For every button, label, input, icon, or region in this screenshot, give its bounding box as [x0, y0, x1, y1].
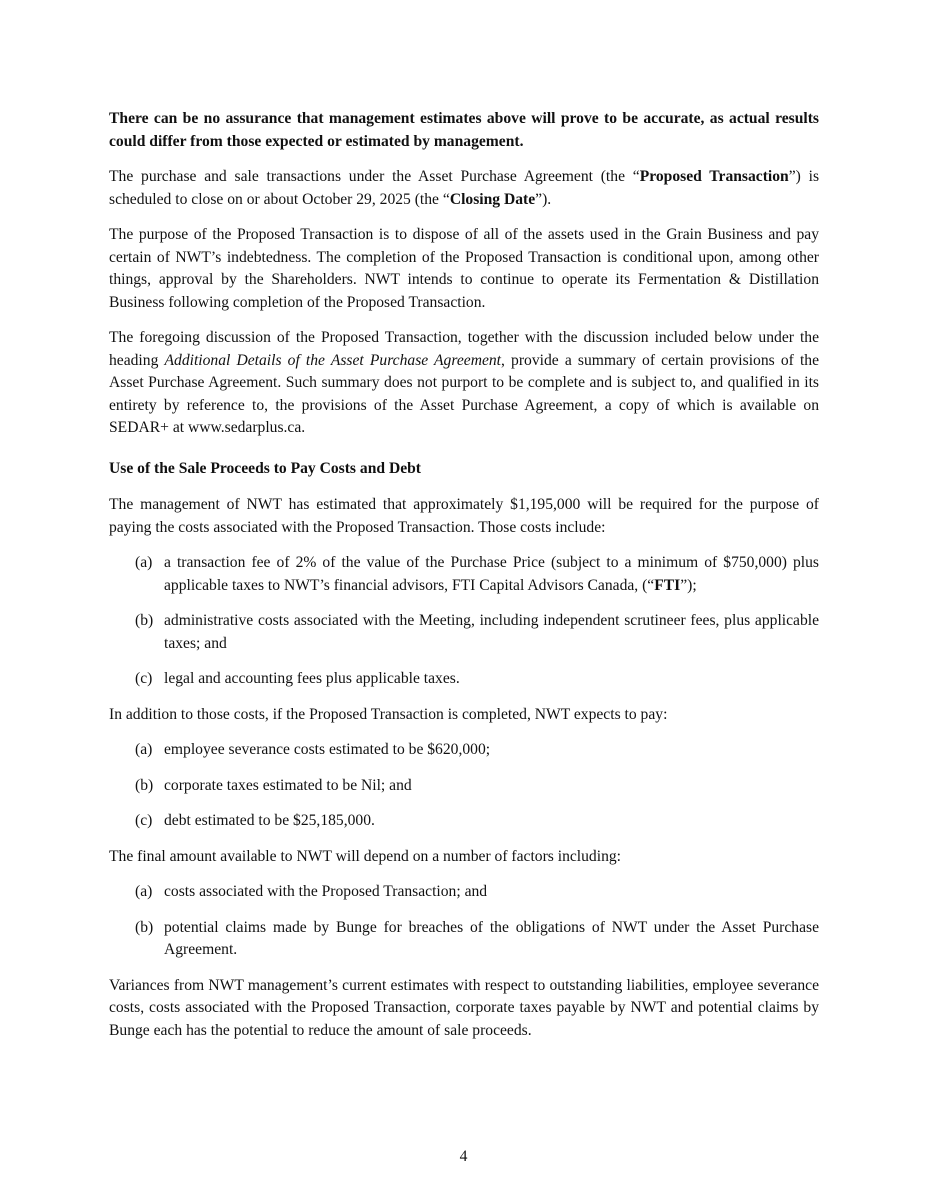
text-run: ”);	[680, 576, 697, 594]
defined-term-proposed-transaction: Proposed Transaction	[639, 168, 789, 185]
variances-paragraph: Variances from NWT management’s current estimates with respect to outstanding liabilities, employee severance costs, costs associated with the Proposed Transaction, corporate taxes payable by NWT and potential claims by Bunge each has the potential to reduce the amount of sale proceeds.	[109, 976, 819, 1039]
summary-paragraph	[109, 327, 819, 440]
list-item-label: (a)	[135, 741, 153, 758]
defined-term-closing-date: Closing Date	[449, 190, 536, 208]
final-amount-intro: The final amount available to NWT will depend on a number of factors including:	[109, 847, 621, 865]
closing-date-paragraph	[109, 166, 819, 211]
list-item	[109, 917, 819, 962]
costs-intro-paragraph: The management of NWT has estimated that approximately $1,195,000 will be required for the purpose of paying the costs associated with the Proposed Transaction. Those costs include:	[109, 496, 819, 536]
text-run: The foregoing discussion of the Proposed Transaction, together with the discussion included below under the heading	[109, 329, 819, 369]
document-page	[109, 108, 819, 1055]
text-run: , provide a summary of certain provisions of the Asset Purchase Agreement. Such summary does not purport to be complete and is subject to, and qualified in its entirety by reference to, the provisions of the Asset Purchase Agreement, a copy of which is available on SEDAR+ at www.sedarplus.ca.	[109, 351, 820, 436]
list-item	[109, 552, 819, 597]
page-number: 4	[459, 1148, 468, 1165]
text-run: ”).	[535, 190, 552, 208]
list-item	[109, 668, 819, 691]
list-item-label: (b)	[135, 776, 154, 794]
purpose-paragraph: The purpose of the Proposed Transaction is to dispose of all of the assets used in the Grain Business and pay certain of NWT’s indebtedness. The completion of the Proposed Transaction is conditional upon, among other things, approval by the Shareholders. NWT intends to continue to operate its Fermentation & Distillation Business following completion of the Proposed Transaction.	[109, 226, 819, 311]
list-item-text: administrative costs associated with the Meeting, including independent scrutineer fees, plus applicable taxes; and	[164, 612, 819, 652]
list-item-text: potential claims made by Bunge for breaches of the obligations of NWT under the Asset Purchase Agreement.	[164, 918, 819, 958]
list-item	[109, 739, 819, 762]
disclaimer-paragraph: There can be no assurance that management estimates above will prove to be accurate, as actual results could differ from those expected or estimated by management.	[109, 110, 819, 150]
list-item-label: (b)	[135, 918, 154, 936]
text-run: The purchase and sale transactions under the Asset Purchase Agreement (the “	[109, 168, 640, 185]
list-item	[109, 881, 819, 904]
list-item	[109, 775, 819, 798]
additional-costs-list	[109, 739, 819, 833]
text-run: ”) is scheduled to close on or about October 29, 2025 (the “	[109, 168, 820, 208]
costs-list	[109, 552, 819, 691]
list-item-label: (c)	[135, 812, 153, 829]
factors-list	[109, 881, 819, 962]
list-item-label: (b)	[135, 612, 154, 629]
list-item-label: (c)	[135, 670, 153, 687]
additional-costs-intro: In addition to those costs, if the Proposed Transaction is completed, NWT expects to pay:	[109, 705, 668, 723]
text-run: a transaction fee of 2% of the value of the Purchase Price (subject to a minimum of $750,000) plus applicable taxes to NWT’s financial advisors, FTI Capital Advisors Canada, (“	[164, 554, 819, 594]
list-item-text: debt estimated to be $25,185,000.	[164, 812, 375, 829]
list-item-text: legal and accounting fees plus applicable taxes.	[164, 670, 460, 687]
list-item-label: (a)	[135, 883, 153, 900]
section-heading: Use of the Sale Proceeds to Pay Costs and Debt	[109, 459, 421, 477]
list-item	[109, 810, 819, 833]
list-item-text: costs associated with the Proposed Transaction; and	[164, 883, 488, 900]
list-item	[109, 610, 819, 655]
section-reference: Additional Details of the Asset Purchase Agreement	[164, 351, 502, 369]
list-item-text: employee severance costs estimated to be $620,000;	[164, 741, 491, 758]
defined-term-fti: FTI	[654, 576, 681, 594]
list-item-label: (a)	[135, 554, 153, 571]
list-item-text: corporate taxes estimated to be Nil; and	[164, 776, 412, 794]
